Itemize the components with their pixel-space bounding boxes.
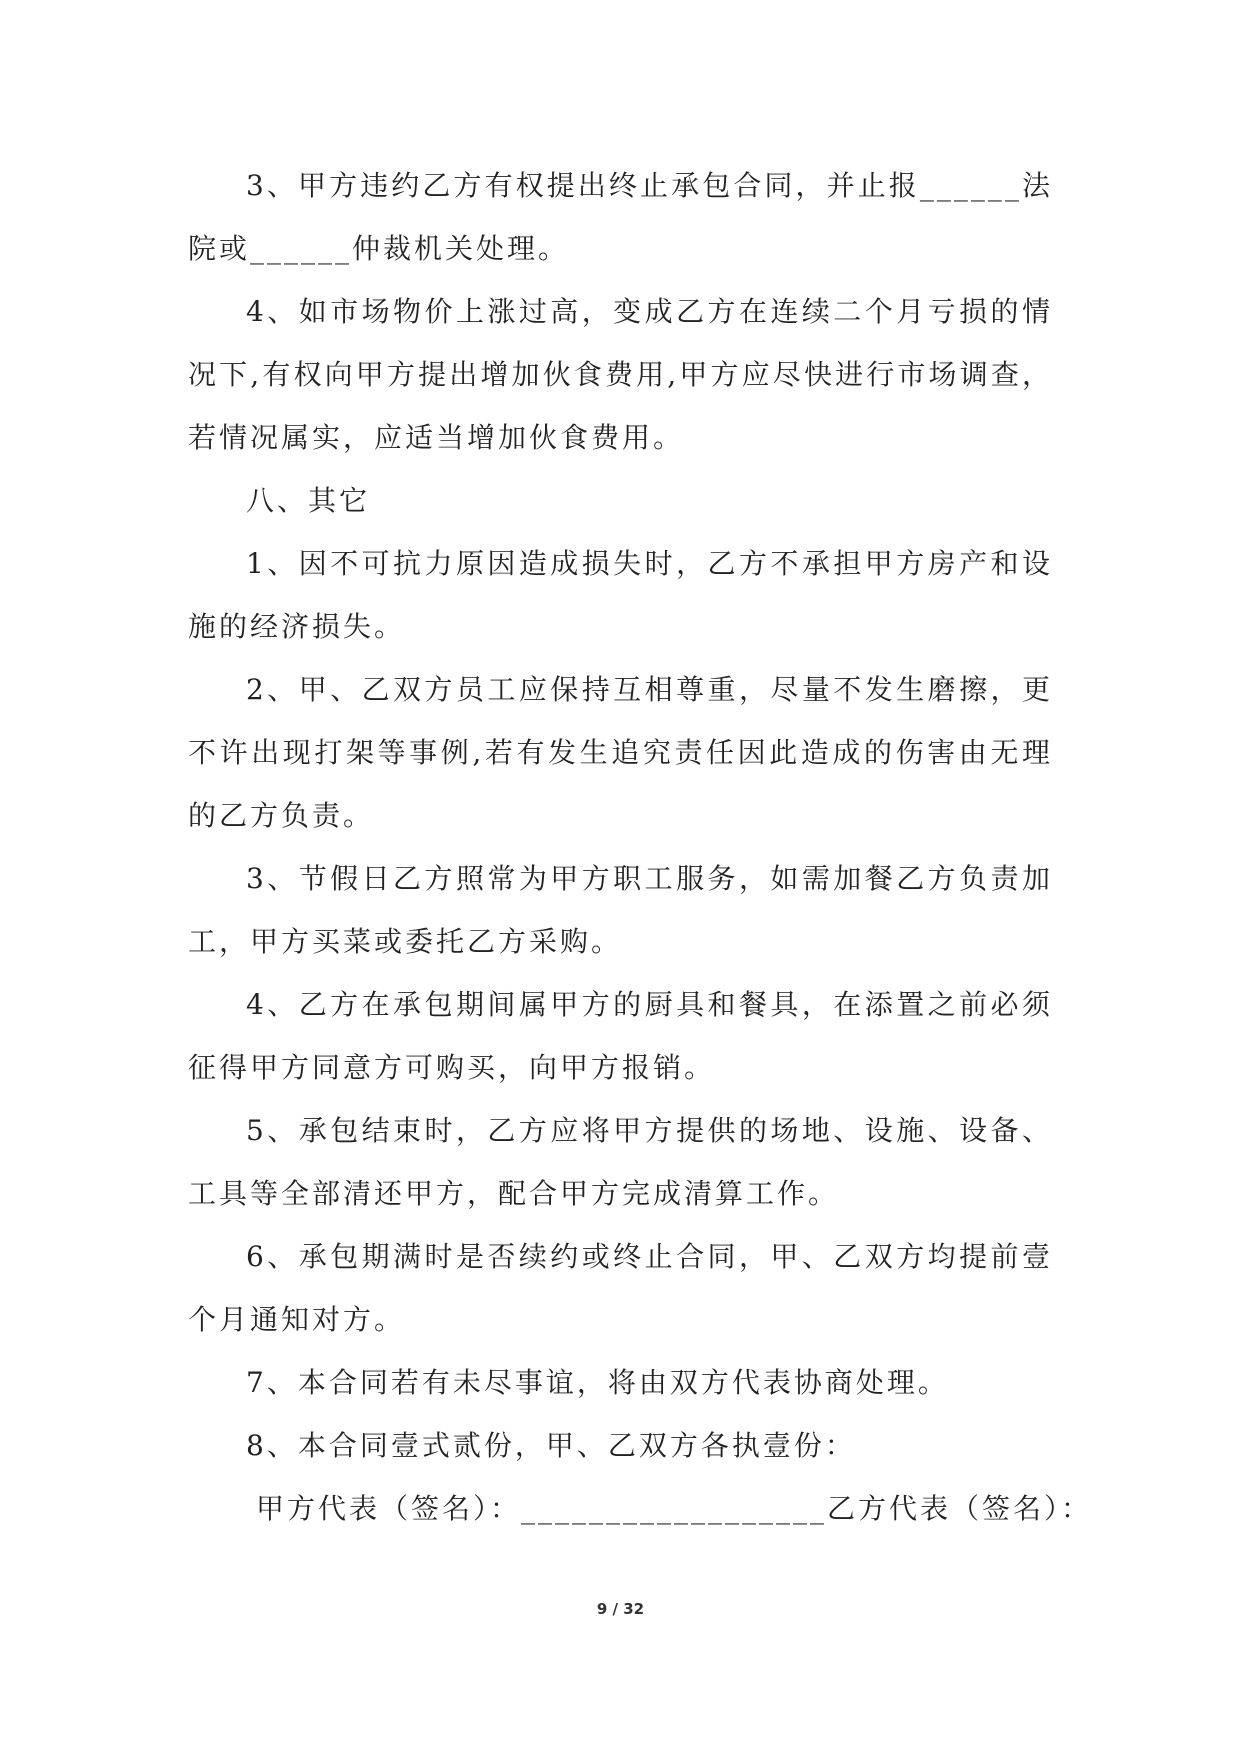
page-number: 9 / 32 — [596, 1600, 645, 1618]
clause-8-5: 5、承包结束时，乙方应将甲方提供的场地、设施、设备、工具等全部清还甲方，配合甲方完成清算工作。 — [188, 1114, 1053, 1210]
clause-7-4: 4、如市场物价上涨过高，变成乙方在连续二个月亏损的情况下,有权向甲方提出增加伙食费用,甲方应尽快进行市场调查，若情况属实，应适当增加伙食费用。 — [188, 295, 1053, 454]
signature-line: 甲方代表（签名）：__________________乙方代表（签名）： — [256, 1492, 1093, 1525]
clause-8-1: 1、因不可抗力原因造成损失时，乙方不承担甲方房产和设施的经济损失。 — [188, 547, 1053, 643]
clause-8-7: 7、本合同若有未尽事谊，将由双方代表协商处理。 — [246, 1366, 949, 1399]
clause-8-2: 2、甲、乙双方员工应保持互相尊重，尽量不发生磨擦，更不许出现打架等事例,若有发生追究责任因此造成的伤害由无理的乙方负责。 — [188, 673, 1053, 832]
clause-7-3: 3、甲方违约乙方有权提出终止承包合同，并止报______法院或______仲裁机关处理。 — [188, 169, 1053, 265]
clause-8-8: 8、本合同壹式贰份，甲、乙双方各执壹份： — [246, 1429, 856, 1462]
clause-8-6: 6、承包期满时是否续约或终止合同，甲、乙双方均提前壹个月通知对方。 — [188, 1240, 1053, 1336]
document-body — [188, 154, 1093, 1540]
section-heading-other: 八、其它 — [246, 484, 371, 517]
clause-8-3: 3、节假日乙方照常为甲方职工服务，如需加餐乙方负责加工，甲方买菜或委托乙方采购。 — [188, 862, 1053, 958]
clause-8-4: 4、乙方在承包期间属甲方的厨具和餐具，在添置之前必须征得甲方同意方可购买，向甲方报销。 — [188, 988, 1053, 1084]
